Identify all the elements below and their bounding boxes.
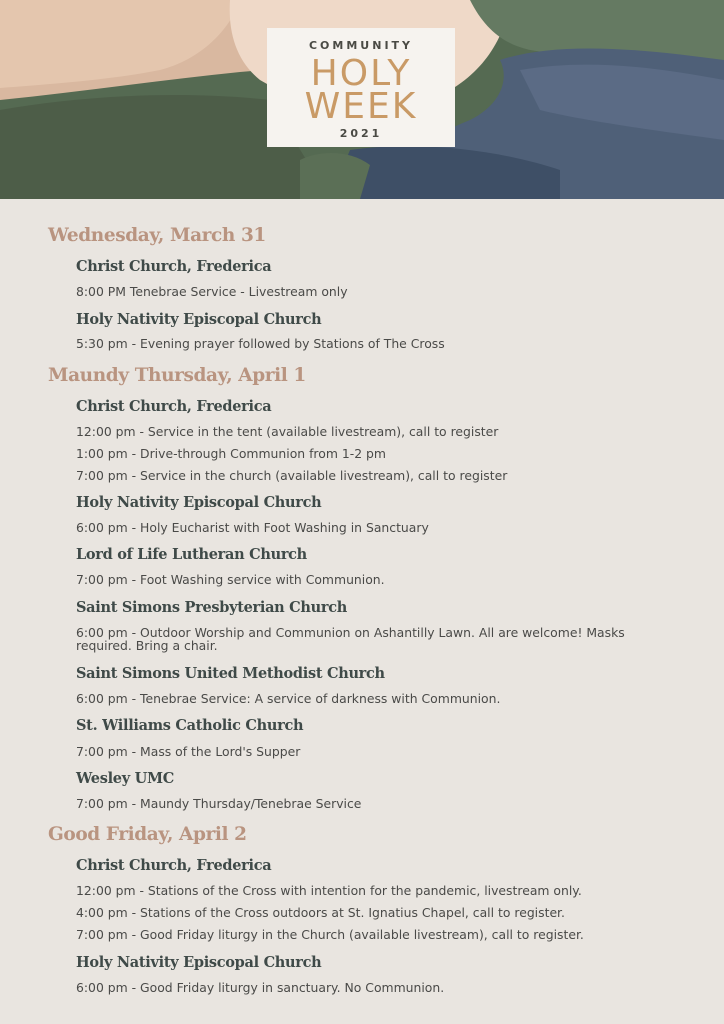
event-line: 1:00 pm - Drive-through Communion from 1-2 pm xyxy=(76,446,386,461)
day-heading-good-friday: Good Friday, April 2 xyxy=(48,824,247,845)
holy-title: HOLY xyxy=(310,53,412,94)
event-line: 6:00 pm - Outdoor Worship and Communion on Ashantilly Lawn. All are welcome! Masks required. Bring a chair. xyxy=(76,625,625,653)
church-name: Holy Nativity Episcopal Church xyxy=(76,494,322,511)
church-name: Holy Nativity Episcopal Church xyxy=(76,954,322,971)
church-name: Wesley UMC xyxy=(76,770,174,787)
title-card xyxy=(267,28,455,147)
week-title: WEEK xyxy=(304,86,418,127)
event-line: 7:00 pm - Maundy Thursday/Tenebrae Service xyxy=(76,796,362,811)
event-line: 7:00 pm - Foot Washing service with Communion. xyxy=(76,572,385,587)
event-line: 7:00 pm - Service in the church (available livestream), call to register xyxy=(76,468,508,483)
event-line: 12:00 pm - Service in the tent (available livestream), call to register xyxy=(76,424,499,439)
event-line: 4:00 pm - Stations of the Cross outdoors at St. Ignatius Chapel, call to register. xyxy=(76,905,565,920)
event-line: 6:00 pm - Tenebrae Service: A service of darkness with Communion. xyxy=(76,691,501,706)
event-line: 6:00 pm - Good Friday liturgy in sanctuary. No Communion. xyxy=(76,980,445,995)
event-line: 6:00 pm - Holy Eucharist with Foot Washing in Sanctuary xyxy=(76,520,429,535)
church-name: Christ Church, Frederica xyxy=(76,258,272,275)
church-name: Saint Simons Presbyterian Church xyxy=(76,599,347,616)
event-line: 5:30 pm - Evening prayer followed by Stations of The Cross xyxy=(76,336,445,351)
header-banner xyxy=(0,0,724,199)
year-label: 2021 xyxy=(339,127,383,140)
church-name: Saint Simons United Methodist Church xyxy=(76,665,385,682)
event-line: 8:00 PM Tenebrae Service - Livestream only xyxy=(76,284,348,299)
event-line: 7:00 pm - Mass of the Lord's Supper xyxy=(76,744,301,759)
church-name: Christ Church, Frederica xyxy=(76,398,272,415)
church-name: Holy Nativity Episcopal Church xyxy=(76,311,322,328)
day-heading-maundy-thursday: Maundy Thursday, April 1 xyxy=(48,365,306,386)
community-label: COMMUNITY xyxy=(308,39,414,52)
day-heading-wednesday: Wednesday, March 31 xyxy=(48,225,266,246)
church-name: St. Williams Catholic Church xyxy=(76,717,304,734)
church-name: Christ Church, Frederica xyxy=(76,857,272,874)
event-line: 7:00 pm - Good Friday liturgy in the Church (available livestream), call to register. xyxy=(76,927,584,942)
event-line: 12:00 pm - Stations of the Cross with intention for the pandemic, livestream only. xyxy=(76,883,582,898)
church-name: Lord of Life Lutheran Church xyxy=(76,546,307,563)
